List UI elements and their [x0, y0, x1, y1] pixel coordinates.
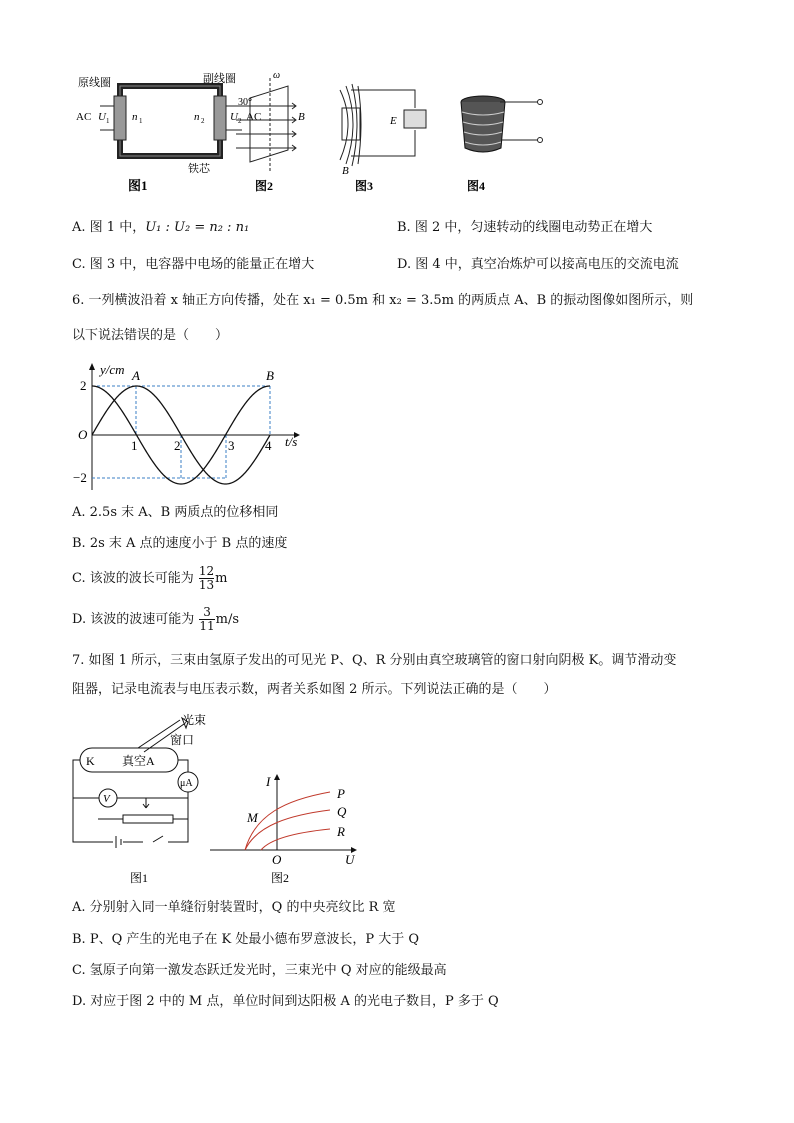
fig1-secondary-label: 副线圈: [203, 73, 236, 85]
i-axis-arrow: [274, 774, 280, 780]
q7-option-d: D. 对应于图 2 中的 M 点，单位时间到达阳极 A 的光电子数目，P 多于 Q: [72, 994, 499, 1009]
q7-fig2-iu-graph: [205, 770, 365, 888]
fig1-u2: U: [230, 111, 238, 123]
y-tick-top: 2: [80, 378, 87, 393]
q5-option-b: B. 图 2 中，匀速转动的线圈电动势正在增大: [397, 220, 653, 235]
q7-fig1-svg: [68, 710, 218, 888]
fig2-u-label: U: [345, 852, 355, 867]
fig2-b: B: [298, 111, 305, 123]
fig2-coil: [236, 70, 305, 193]
fig1-voltmeter: V: [103, 793, 110, 805]
fig1-k-label: K: [86, 754, 95, 768]
y-axis-label: y/cm: [100, 362, 125, 377]
q6-d-num: 3: [203, 605, 211, 619]
q6-stem-a: 6. 一列横波沿着 x 轴正方向传播，处在 x: [72, 293, 311, 308]
q5-option-a: [72, 219, 249, 237]
y-tick-bottom: −2: [73, 470, 87, 485]
fig1-ac-left: AC: [76, 111, 92, 123]
fig2-caption: 图2: [255, 179, 274, 193]
q6-c-unit: m: [215, 571, 228, 586]
fig3-b: B: [342, 165, 349, 177]
top-figures-svg: [70, 68, 560, 198]
fig1-primary-label: 原线圈: [78, 77, 111, 89]
y-axis-arrow: [89, 363, 95, 370]
q6-stem-line2: 以下说法错误的是（ ）: [72, 328, 229, 343]
origin-label: O: [78, 427, 88, 442]
x-tick-3: 3: [228, 438, 235, 453]
fig1-core-label: 铁芯: [188, 163, 210, 175]
x-axis-label: t/s: [285, 434, 298, 449]
fig3-lc: [340, 84, 426, 193]
q6-option-c: [72, 563, 228, 595]
fig2-omega: ω: [273, 70, 281, 81]
q5-option-d: D. 图 4 中，真空冶炼炉可以接高电压的交流电流: [397, 257, 679, 272]
q6-option-c-prefix: C. 该波的波长可能为: [72, 571, 194, 586]
q6-x1: ₁ = 0.5m: [310, 293, 368, 308]
q6-stem-line1: [72, 292, 693, 310]
q6-c-den: 13: [198, 578, 215, 592]
q6-option-d-fraction: [199, 606, 214, 633]
q6-option-d: [72, 604, 239, 636]
fig1-microammeter: μA: [180, 778, 193, 789]
fig1-n2: n: [194, 111, 200, 123]
q6-option-b: B. 2s 末 A 点的速度小于 B 点的速度: [72, 536, 288, 551]
curve-r: [261, 829, 330, 850]
q7-option-b: B. P、Q 产生的光电子在 K 处最小德布罗意波长，P 大于 Q: [72, 932, 420, 947]
q6-x2: ₂ = 3.5m: [396, 293, 454, 308]
fig1-transformer: [76, 71, 261, 193]
fig1-u2-sub: 2: [238, 117, 242, 125]
q6-option-d-prefix: D. 该波的波速可能为: [72, 612, 195, 627]
q7-stem-line2: 阻器，记录电流表与电压表示数，两者关系如图 2 所示。下列说法正确的是（ ）: [72, 682, 557, 697]
x-tick-4: 4: [265, 438, 272, 453]
x-tick-1: 1: [131, 438, 138, 453]
fig2-q-label: Q: [337, 804, 347, 819]
q5-option-c: C. 图 3 中，电容器中电场的能量正在增大: [72, 257, 315, 272]
point-a-label: A: [132, 368, 140, 383]
fig2-o-label: O: [272, 852, 282, 867]
q6-d-den: 11: [199, 619, 215, 633]
q5-option-a-prefix: A. 图 1 中，: [72, 220, 146, 235]
fig1-beam-label: 光束: [182, 713, 207, 727]
fig1-n1-sub: 1: [139, 117, 143, 125]
fig3-caption: 图3: [355, 179, 374, 193]
fig1-caption: 图1: [130, 871, 149, 885]
point-b-label: B: [266, 368, 274, 383]
q7-fig2-svg: [205, 770, 365, 888]
q7-stem-line1: 7. 如图 1 所示，三束由氢原子发出的可见光 P、Q、R 分别由真空玻璃管的窗口射向阴极 K。调节滑动变: [72, 653, 677, 668]
q6-option-c-fraction: [199, 565, 214, 592]
fig2-caption: 图2: [271, 871, 290, 885]
fig2-angle: 30°: [238, 97, 252, 108]
fig1-u1: U: [98, 111, 106, 123]
fig4-caption: 图4: [467, 179, 486, 193]
fig1-window-label: 窗口: [170, 733, 195, 747]
fig2-r-label: R: [337, 824, 345, 839]
fig2-m-label: M: [247, 810, 258, 825]
fig1-tube-label: 真空A: [122, 754, 155, 768]
q5-option-a-math: U₁ : U₂ = n₂ : n₁: [145, 220, 250, 235]
fig1-caption: 图1: [128, 178, 148, 193]
fig1-n1: n: [132, 111, 138, 123]
q6-graph: [72, 360, 322, 495]
q7-option-c: C. 氢原子向第一激发态跃迁发光时，三束光中 Q 对应的能级最高: [72, 963, 447, 978]
q6-graph-svg: [72, 360, 322, 495]
fig1-n2-sub: 2: [201, 117, 205, 125]
q7-option-a: A. 分别射入同一单缝衍射装置时，Q 的中央亮纹比 R 宽: [72, 900, 396, 915]
q6-c-num: 12: [198, 564, 215, 578]
x-tick-2: 2: [174, 438, 181, 453]
q7-fig1-circuit: [68, 710, 218, 888]
q6-mid: 和 x: [367, 293, 397, 308]
fig2-p-label: P: [337, 786, 345, 801]
fig1-ac-right: AC: [246, 111, 262, 123]
top-figures: [70, 68, 560, 198]
q6-d-unit: m/s: [215, 612, 240, 627]
q6-stem-b: 的两质点 A、B 的振动图像如图所示，则: [453, 293, 694, 308]
fig1-u1-sub: 1: [106, 117, 110, 125]
fig3-e: E: [390, 115, 397, 127]
q6-option-a: A. 2.5s 末 A、B 两质点的位移相同: [72, 505, 279, 520]
fig4-furnace: [461, 96, 543, 193]
fig2-i-label: I: [266, 774, 271, 789]
